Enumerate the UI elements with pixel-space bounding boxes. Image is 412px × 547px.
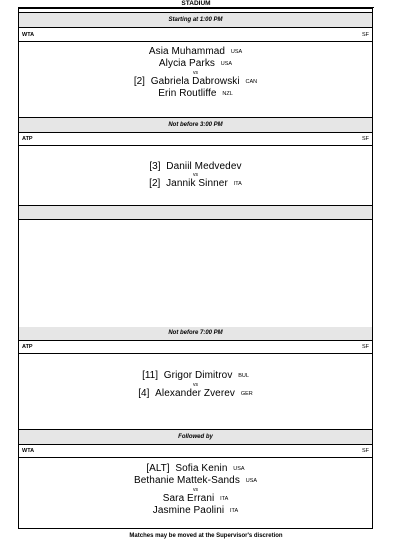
- player-first-name: Sara: [162, 493, 185, 504]
- player-last-name: Dimitrov: [194, 370, 233, 381]
- player-last-name: Errani: [187, 493, 215, 504]
- player-last-name: Routliffe: [179, 88, 217, 99]
- player: [19, 493, 372, 505]
- player-first-name: Erin: [158, 88, 177, 99]
- player-first-name: Daniil: [166, 161, 192, 172]
- time-header: Not before 7:00 PM: [19, 327, 372, 341]
- player-last-name: Mattek-Sands: [177, 475, 240, 486]
- tour-label: ATP: [22, 344, 33, 350]
- vs-label: vs: [193, 172, 198, 178]
- round-label: SF: [361, 32, 369, 38]
- player-first-name: Gabriela: [150, 76, 190, 87]
- player: [19, 370, 372, 382]
- player-country: ITA: [230, 508, 239, 514]
- match-card: [19, 463, 372, 517]
- player: [19, 463, 372, 475]
- player-seed: [2]: [133, 76, 145, 87]
- player-last-name: Paolini: [193, 505, 225, 516]
- player: [19, 178, 372, 190]
- time-header: Not before 3:00 PM: [19, 117, 372, 133]
- vs-label: vs: [193, 70, 198, 76]
- empty-row: [19, 219, 372, 332]
- player: [19, 475, 372, 487]
- player-country: USA: [220, 61, 233, 67]
- player-first-name: Asia: [148, 46, 169, 57]
- vs-label: vs: [193, 382, 198, 388]
- tour-label: WTA: [22, 32, 35, 38]
- player-country: CAN: [245, 79, 258, 85]
- player-last-name: Medvedev: [194, 161, 242, 172]
- match-header: [19, 341, 372, 354]
- player: [19, 505, 372, 517]
- match-header: [19, 133, 372, 146]
- round-label: SF: [361, 136, 369, 142]
- player-seed: [ALT]: [146, 463, 170, 474]
- match-card: [19, 161, 372, 190]
- player: [19, 58, 372, 70]
- player-last-name: Kenin: [201, 463, 228, 474]
- empty-band: [19, 205, 372, 220]
- player-first-name: Grigor: [163, 370, 193, 381]
- player-seed: [11]: [142, 370, 159, 381]
- player-seed: [4]: [138, 388, 150, 399]
- player-first-name: Alexander: [155, 388, 202, 399]
- player-last-name: Dabrowski: [192, 76, 240, 87]
- match-header: [19, 29, 372, 42]
- tour-label: ATP: [22, 136, 33, 142]
- player: [19, 88, 372, 100]
- player-country: ITA: [233, 181, 242, 187]
- tour-label: WTA: [22, 448, 35, 454]
- player-first-name: Bethanie: [133, 475, 175, 486]
- player-first-name: Jasmine: [152, 505, 191, 516]
- schedule-table: [18, 8, 373, 529]
- player-last-name: Muhammad: [171, 46, 226, 57]
- player-country: ITA: [220, 496, 229, 502]
- match-card: [19, 46, 372, 100]
- vs-label: vs: [193, 487, 198, 493]
- round-label: SF: [361, 448, 369, 454]
- player-country: USA: [233, 466, 245, 472]
- player-first-name: Sofia: [175, 463, 199, 474]
- player-country: GER: [240, 391, 253, 397]
- footer-note: Matches may be moved at the Supervisor's discretion: [129, 533, 283, 539]
- match-header: [19, 445, 372, 458]
- player-first-name: Jannik: [166, 178, 196, 189]
- match-card: [19, 370, 372, 400]
- time-header: Followed by: [19, 429, 372, 445]
- player-last-name: Sinner: [198, 178, 228, 189]
- player-country: NZL: [222, 91, 233, 97]
- player-seed: [3]: [149, 161, 161, 172]
- round-label: SF: [361, 344, 369, 350]
- player-last-name: Parks: [188, 58, 216, 69]
- player: [19, 388, 372, 400]
- player: [19, 76, 372, 88]
- court-title: STADIUM: [18, 0, 374, 8]
- player: [19, 46, 372, 58]
- player: [19, 161, 372, 172]
- player-country: BUL: [238, 373, 249, 379]
- player-first-name: Alycia: [158, 58, 187, 69]
- time-header: Starting at 1:00 PM: [19, 12, 372, 28]
- player-country: USA: [245, 478, 258, 484]
- player-country: USA: [230, 49, 243, 55]
- player-last-name: Zverev: [203, 388, 236, 399]
- player-seed: [2]: [149, 178, 161, 189]
